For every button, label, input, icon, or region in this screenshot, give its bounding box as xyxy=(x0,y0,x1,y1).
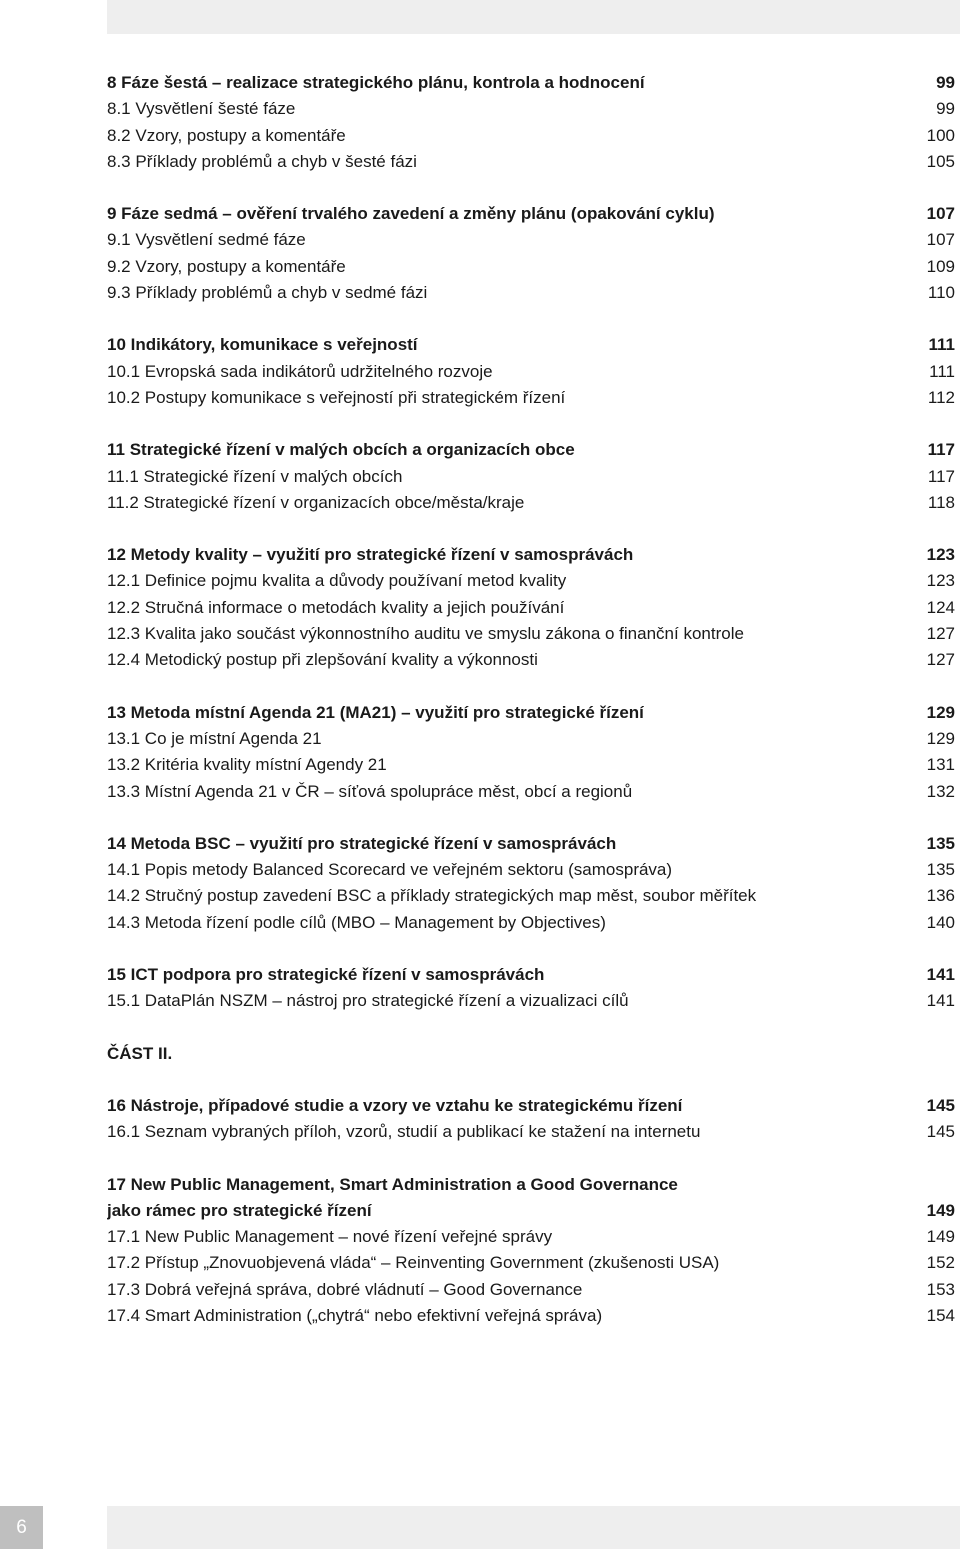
toc-entry-page: 127 xyxy=(926,650,955,670)
toc-chapter-heading-page: 149 xyxy=(926,1200,955,1220)
toc-entry-page: 127 xyxy=(926,624,955,644)
toc-chapter-heading xyxy=(107,542,955,568)
toc-entry-title: 12.2 Stručná informace o metodách kvality a jejich používání xyxy=(107,597,565,617)
toc-entry xyxy=(107,96,955,122)
toc-chapter-heading-page: 107 xyxy=(926,204,955,224)
toc-entry-title: 11.2 Strategické řízení v organizacích obce/města/kraje xyxy=(107,492,525,512)
toc-chapter-heading xyxy=(107,700,955,726)
toc-entry-title: 8.2 Vzory, postupy a komentáře xyxy=(107,125,346,145)
toc-chapter-heading-title: 16 Nástroje, případové studie a vzory ve vztahu ke strategickému řízení xyxy=(107,1095,683,1115)
toc-entry-title: 12.1 Definice pojmu kvalita a důvody používaní metod kvality xyxy=(107,571,567,591)
toc-entry-title: 11.1 Strategické řízení v malých obcích xyxy=(107,466,403,486)
toc-chapter-heading-title: 15 ICT podpora pro strategické řízení v samosprávách xyxy=(107,965,545,985)
toc-section xyxy=(107,437,955,516)
toc-section xyxy=(107,332,955,411)
toc-entry xyxy=(107,385,955,411)
toc-chapter-heading-page: 141 xyxy=(926,965,955,985)
toc-entry xyxy=(107,883,955,909)
toc-chapter-heading-title: 8 Fáze šestá – realizace strategického plánu, kontrola a hodnocení xyxy=(107,73,645,92)
toc-entry xyxy=(107,647,955,673)
toc-entry-page: 149 xyxy=(926,1227,955,1247)
toc-entry-page: 123 xyxy=(926,571,955,591)
toc-entry-page: 136 xyxy=(926,886,955,906)
toc-chapter-heading xyxy=(107,1198,955,1224)
toc-chapter-heading-page: 145 xyxy=(926,1095,955,1115)
toc-entry xyxy=(107,1119,955,1145)
toc-entry-page: 118 xyxy=(927,492,955,512)
toc-entry-page: 135 xyxy=(926,860,955,880)
toc-entry-page: 129 xyxy=(926,728,955,748)
toc-entry-title: 13.3 Místní Agenda 21 v ČR – síťová spolupráce měst, obcí a regionů xyxy=(107,781,633,801)
toc-entry-page: 141 xyxy=(926,991,955,1011)
toc-section xyxy=(107,542,955,673)
toc-entry xyxy=(107,1303,955,1329)
toc-entry-page: 124 xyxy=(926,597,955,617)
toc-chapter-heading-title: 10 Indikátory, komunikace s veřejností xyxy=(107,335,418,355)
toc-entry xyxy=(107,490,955,516)
toc-chapter-heading xyxy=(107,1172,955,1198)
toc-chapter-heading xyxy=(107,831,955,857)
toc-section xyxy=(107,962,955,1015)
toc-entry-title: 17.1 New Public Management – nové řízení veřejné správy xyxy=(107,1227,553,1247)
toc-entry-title: 9.3 Příklady problémů a chyb v sedmé fázi xyxy=(107,283,428,303)
toc-chapter-heading-title: 14 Metoda BSC – využití pro strategické řízení v samosprávách xyxy=(107,833,617,853)
toc-entry xyxy=(107,568,955,594)
toc-entry-page: 152 xyxy=(926,1253,955,1273)
toc-chapter-heading xyxy=(107,1093,955,1119)
toc-entry-page: 131 xyxy=(926,755,955,775)
toc-chapter-heading-title: 13 Metoda místní Agenda 21 (MA21) – využití pro strategické řízení xyxy=(107,702,644,722)
toc-entry xyxy=(107,621,955,647)
toc-chapter-heading-page: 111 xyxy=(928,335,955,355)
toc-entry xyxy=(107,1250,955,1276)
toc-entry xyxy=(107,910,955,936)
toc-entry-page: 109 xyxy=(926,256,955,276)
toc-entry-title: 17.2 Přístup „Znovuobjevená vláda“ – Reinventing Government (zkušenosti USA) xyxy=(107,1253,720,1273)
toc-entry-title: 12.3 Kvalita jako součást výkonnostního auditu ve smyslu zákona o finanční kontrole xyxy=(107,624,744,644)
toc-entry-title: 9.1 Vysvětlení sedmé fáze xyxy=(107,230,306,250)
toc-entry-page: 145 xyxy=(926,1122,955,1142)
toc-entry-title: 13.1 Co je místní Agenda 21 xyxy=(107,728,322,748)
toc-entry-title: 10.1 Evropská sada indikátorů udržitelného rozvoje xyxy=(107,361,493,381)
toc-chapter-heading xyxy=(107,70,955,96)
toc-entry xyxy=(107,464,955,490)
toc-entry xyxy=(107,359,955,385)
toc-entry-title: 12.4 Metodický postup při zlepšování kvality a výkonnosti xyxy=(107,650,538,670)
toc-entry xyxy=(107,988,955,1014)
toc-entry-page: 111 xyxy=(929,361,955,381)
toc-section xyxy=(107,201,955,306)
toc-chapter-heading xyxy=(107,332,955,358)
toc-chapter-heading-title: 12 Metody kvality – využití pro strategické řízení v samosprávách xyxy=(107,545,634,565)
toc-chapter-heading-page: 135 xyxy=(926,833,955,853)
toc-chapter-heading-title: jako rámec pro strategické řízení xyxy=(107,1200,372,1220)
toc-chapter-heading-page: 129 xyxy=(926,702,955,722)
toc-section xyxy=(107,70,955,175)
toc-entry xyxy=(107,149,955,175)
toc-entry xyxy=(107,779,955,805)
toc-entry xyxy=(107,857,955,883)
toc-entry-title: 17.4 Smart Administration („chytrá“ nebo efektivní veřejná správa) xyxy=(107,1305,603,1325)
toc-entry xyxy=(107,227,955,253)
toc-chapter-heading xyxy=(107,201,955,227)
toc-entry-page: 153 xyxy=(926,1279,955,1299)
toc-entry xyxy=(107,595,955,621)
toc-chapter-heading xyxy=(107,437,955,463)
toc-entry-page: 107 xyxy=(926,230,955,250)
toc-chapter-heading-page: 99 xyxy=(936,73,955,92)
toc-section xyxy=(107,831,955,936)
toc-entry-page: 132 xyxy=(926,781,955,801)
toc-entry xyxy=(107,1277,955,1303)
table-of-contents xyxy=(107,70,955,1355)
toc-entry-page: 100 xyxy=(926,125,955,145)
top-band xyxy=(107,0,960,34)
toc-entry-title: 8.3 Příklady problémů a chyb v šesté fázi xyxy=(107,151,417,171)
toc-entry-title: 16.1 Seznam vybraných příloh, vzorů, studií a publikací ke stažení na internetu xyxy=(107,1122,701,1142)
toc-entry-page: 110 xyxy=(927,283,955,303)
toc-chapter-heading-title: 11 Strategické řízení v malých obcích a organizacích obce xyxy=(107,440,575,460)
toc-entry-title: 8.1 Vysvětlení šesté fáze xyxy=(107,99,296,119)
toc-entry-page: 154 xyxy=(926,1305,955,1325)
toc-entry-title: 17.3 Dobrá veřejná správa, dobré vládnutí – Good Governance xyxy=(107,1279,583,1299)
toc-section xyxy=(107,1172,955,1330)
toc-entry xyxy=(107,726,955,752)
toc-entry-page: 105 xyxy=(926,151,955,171)
toc-entry-page: 117 xyxy=(927,466,955,486)
footer-band xyxy=(107,1506,960,1549)
toc-section xyxy=(107,1093,955,1146)
toc-chapter-heading-title: 9 Fáze sedmá – ověření trvalého zavedení a změny plánu (opakování cyklu) xyxy=(107,204,715,224)
toc-entry xyxy=(107,752,955,778)
toc-entry-title: 14.3 Metoda řízení podle cílů (MBO – Management by Objectives) xyxy=(107,912,606,932)
toc-entry xyxy=(107,280,955,306)
toc-entry-page: 112 xyxy=(927,387,955,407)
toc-entry-title: 10.2 Postupy komunikace s veřejností při strategickém řízení xyxy=(107,387,566,407)
toc-chapter-heading-title: 17 New Public Management, Smart Administration a Good Governance xyxy=(107,1174,678,1194)
toc-chapter-heading xyxy=(107,962,955,988)
toc-entry-title: 14.1 Popis metody Balanced Scorecard ve veřejném sektoru (samospráva) xyxy=(107,860,673,880)
toc-entry-title: 14.2 Stručný postup zavedení BSC a příklady strategických map měst, soubor měřítek xyxy=(107,886,757,906)
toc-entry xyxy=(107,1224,955,1250)
toc-entry xyxy=(107,123,955,149)
toc-chapter-heading-page: 123 xyxy=(926,545,955,565)
toc-chapter-heading-page: 117 xyxy=(927,440,955,460)
toc-entry-title: 9.2 Vzory, postupy a komentáře xyxy=(107,256,346,276)
toc-entry-page: 140 xyxy=(926,912,955,932)
toc-section xyxy=(107,700,955,805)
toc-entry-page: 99 xyxy=(936,99,955,119)
page-number: 6 xyxy=(0,1506,43,1549)
toc-entry-title: 15.1 DataPlán NSZM – nástroj pro strategické řízení a vizualizaci cílů xyxy=(107,991,629,1011)
toc-entry xyxy=(107,254,955,280)
toc-entry-title: 13.2 Kritéria kvality místní Agendy 21 xyxy=(107,755,387,775)
part-heading: ČÁST II. xyxy=(107,1043,173,1063)
